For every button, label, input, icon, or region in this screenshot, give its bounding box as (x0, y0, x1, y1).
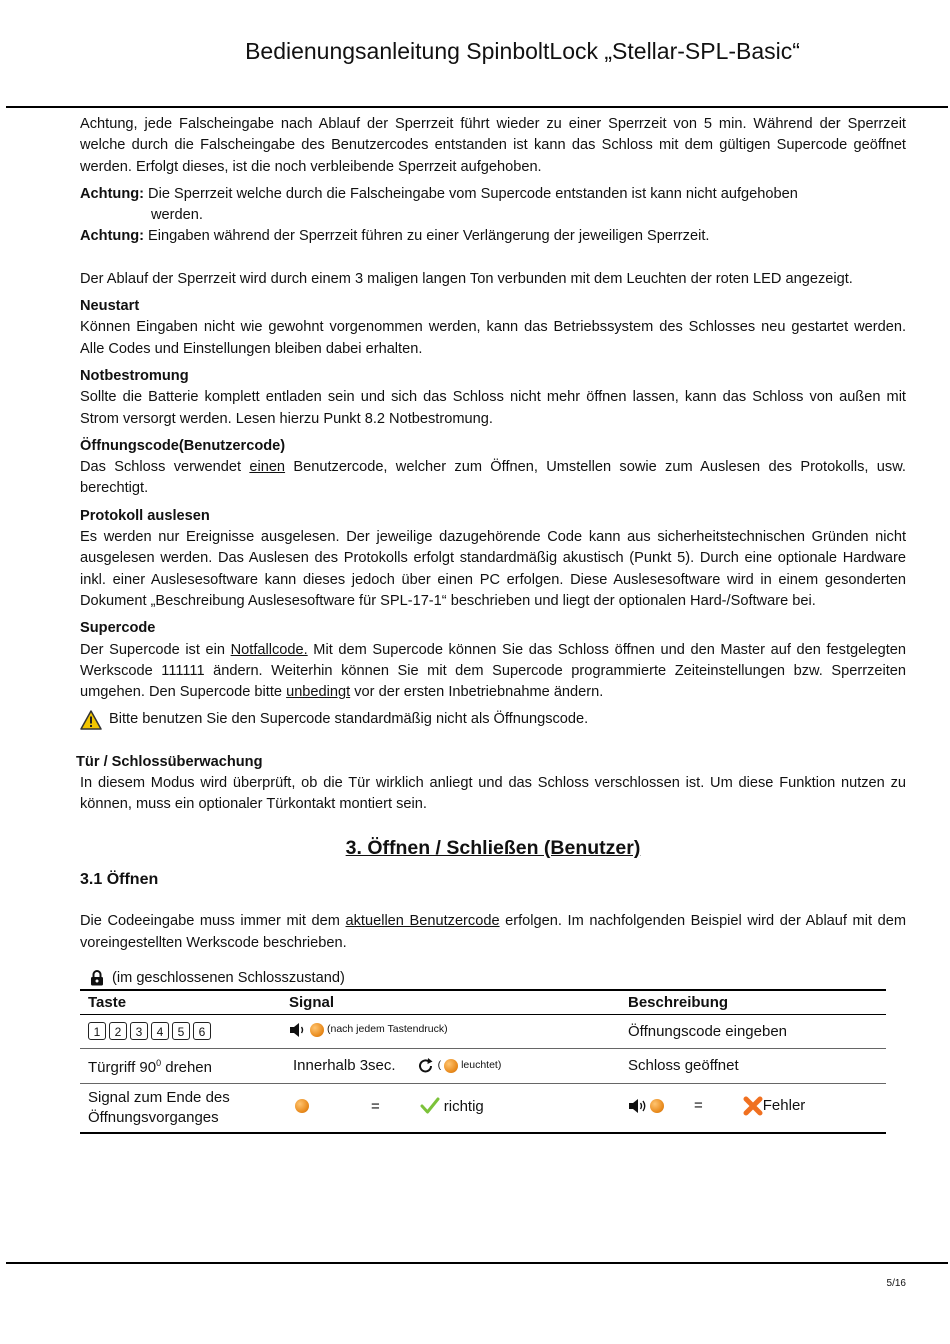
note-1-continuation: werden. (151, 207, 203, 224)
section-title-protokoll: Protokoll auslesen (80, 507, 210, 524)
header-rule (6, 106, 948, 108)
key-1: 1 (88, 1022, 106, 1040)
note-2-text: Eingaben während der Sperrzeit führen zu einer Verlängerung der jeweiligen Sperrzeit. (148, 228, 710, 245)
section-text-notbestromung: Sollte die Batterie komplett entladen sein und sich das Schloss nicht mehr öffnen lassen, kann das Schloss von außen mit Strom versorgt werden. Lesen hierzu Punkt 8.2 Notbestromung. (80, 389, 906, 427)
underlined-word: aktuellen Benutzercode (345, 913, 500, 930)
section-text-oeffnungscode (80, 457, 906, 500)
section-title-supercode: Supercode (80, 620, 156, 637)
ok-text: richtig (443, 1097, 484, 1115)
key-6: 6 (193, 1022, 211, 1040)
rotate-icon (417, 1057, 435, 1075)
text-fragment: vor der ersten Inbetriebnahme ändern. (350, 684, 604, 701)
supercode-warning (80, 709, 906, 730)
note-1-label: Achtung: (80, 185, 145, 202)
document-body (76, 114, 906, 1134)
taste-cell (80, 1049, 281, 1083)
warning-icon (80, 710, 102, 730)
lock-state-line (80, 968, 906, 989)
signal-cell (281, 1083, 620, 1133)
note-1-text: Die Sperrzeit welche durch die Falscheingabe vom Supercode entstanden ist kann nicht aufgehoben (148, 185, 798, 202)
footer-rule (6, 1262, 948, 1264)
key-3: 3 (130, 1022, 148, 1040)
text-fragment: Mit dem Supercode können Sie das Schloss öffnen und den Master auf den festgelegten Werkscode 111111 ändern. Weiterhin können Sie mit dem Supercode programmierte Zeiteinstellungen bzw. Sperrzeiten umgehen. Den Supercode bitte (80, 641, 906, 701)
section-title-neustart: Neustart (80, 298, 140, 315)
description-cell: Schloss geöffnet (620, 1049, 886, 1083)
underlined-word: Notfallcode. (230, 641, 308, 658)
signal-cell (281, 1015, 620, 1049)
text-fragment: Das Schloss verwendet (80, 459, 250, 476)
led-icon (444, 1059, 458, 1073)
text-fragment: Benutzercode, welcher zum Öffnen, Umstellen sowie zum Auslesen des Protokolls, usw. berechtigt. (80, 459, 906, 497)
section-text-supercode (80, 640, 906, 704)
description-cell: Öffnungscode eingeben (620, 1015, 886, 1049)
speaker-icon (289, 1022, 307, 1038)
equals-sign: = (694, 1097, 703, 1115)
text-fragment: Türgriff 90 (88, 1059, 157, 1077)
warning-text: Bitte benutzen Sie den Supercode standardmäßig nicht als Öffnungscode. (109, 711, 589, 728)
table-header-row (80, 990, 886, 1015)
error-signal-cell (620, 1083, 886, 1133)
section-title-oeffnungscode: Öffnungscode(Benutzercode) (80, 437, 286, 454)
taste-cell: Signal zum Ende des Öffnungsvorganges (80, 1083, 281, 1133)
lock-state-text: (im geschlossenen Schlosszustand) (112, 969, 345, 986)
subchapter-title: 3.1 Öffnen (80, 870, 159, 888)
section-text-neustart: Können Eingaben nicht wie gewohnt vorgenommen werden, kann das Betriebssystem des Schlosses neu gestartet werden. Alle Codes und Einstellungen bleiben dabei erhalten. (80, 319, 906, 357)
signal-text: Innerhalb 3sec. (293, 1057, 396, 1075)
section-title-tuer: Tür / Schlossüberwachung (76, 753, 263, 770)
chapter-text (80, 911, 906, 954)
checkmark-icon (420, 1097, 440, 1115)
lock-icon (90, 970, 104, 986)
table-row (80, 1049, 886, 1083)
page-title: Bedienungsanleitung SpinboltLock „Stellar-SPL-Basic“ (245, 38, 800, 64)
section-title-notbestromung: Notbestromung (80, 367, 189, 384)
signal-note: (nach jedem Tastendruck) (327, 1023, 448, 1036)
opening-table (80, 989, 886, 1134)
text-fragment: ( (437, 1059, 442, 1072)
section-text-tuer: In diesem Modus wird überprüft, ob die Tür wirklich anliegt und das Schloss verschlossen ist. Um diese Funktion nutzen zu können, muss ein optionaler Türkontakt montiert sein. (80, 775, 906, 813)
text-fragment: Die Codeeingabe muss immer mit dem (80, 913, 346, 930)
intro-paragraph: Achtung, jede Falscheingabe nach Ablauf der Sperrzeit führt wieder zu einer Sperrzeit von 5 min. Während der Sperrzeit welche durch die Falscheingabe des Benutzercodes entstanden ist kann das Schloss mit dem gültigen Supercode geöffnet werden. Erfolgt dieses, ist die noch verbleibende Sperrzeit aufgehoben. (80, 116, 906, 175)
keypad-sequence (80, 1015, 281, 1049)
note-2 (80, 226, 906, 247)
note-2-label: Achtung: (80, 228, 145, 245)
page-number: 5/16 (886, 1278, 906, 1289)
note-1 (80, 184, 906, 205)
table-header: Taste (80, 990, 281, 1015)
section-text-protokoll: Es werden nur Ereignisse ausgelesen. Der jeweilige dazugehörende Code kann aus sicherheitstechnischen Gründen nicht ausgelesen werden. Das Auslesen des Protokolls erfolgt standardmäßig akustisch (Punkt 5). Durch eine optionale Hardware inkl. einer Auslesesoftware kann dieses jedoch über einen PC erfolgen. Diese Auslesesoftware wird in einem gesonderten Dokument „Beschreibung Auslesesoftware für SPL-17-1“ beschrieben und liegt der optionalen Hard-/Software bei. (80, 529, 906, 609)
error-x-icon (743, 1096, 763, 1116)
text-fragment: drehen (161, 1059, 212, 1077)
led-icon (650, 1099, 664, 1113)
error-text: Fehler (762, 1097, 806, 1115)
underlined-word: unbedingt (286, 684, 351, 701)
signal-cell (281, 1049, 620, 1083)
text-fragment: Der Supercode ist ein (80, 641, 231, 658)
key-2: 2 (109, 1022, 127, 1040)
text-fragment: leuchtet) (461, 1059, 502, 1072)
table-header: Signal (281, 990, 620, 1015)
underlined-word: einen (249, 459, 286, 476)
table-row (80, 1083, 886, 1133)
sperrzeit-paragraph: Der Ablauf der Sperrzeit wird durch einem 3 maligen langen Ton verbunden mit dem Leuchten der roten LED angezeigt. (80, 270, 853, 287)
led-icon (295, 1099, 309, 1113)
table-row (80, 1015, 886, 1049)
speaker-loud-icon (628, 1098, 650, 1114)
key-5: 5 (172, 1022, 190, 1040)
key-4: 4 (151, 1022, 169, 1040)
chapter-title: 3. Öffnen / Schließen (Benutzer) (345, 836, 641, 859)
text-fragment: erfolgen. Im nachfolgenden Beispiel wird der Ablauf mit dem voreingestellten Werkscode beschrieben. (80, 913, 906, 951)
degree-superscript: 0 (156, 1058, 162, 1069)
table-header: Beschreibung (620, 990, 886, 1015)
led-icon (310, 1023, 324, 1037)
equals-sign: = (371, 1097, 380, 1115)
